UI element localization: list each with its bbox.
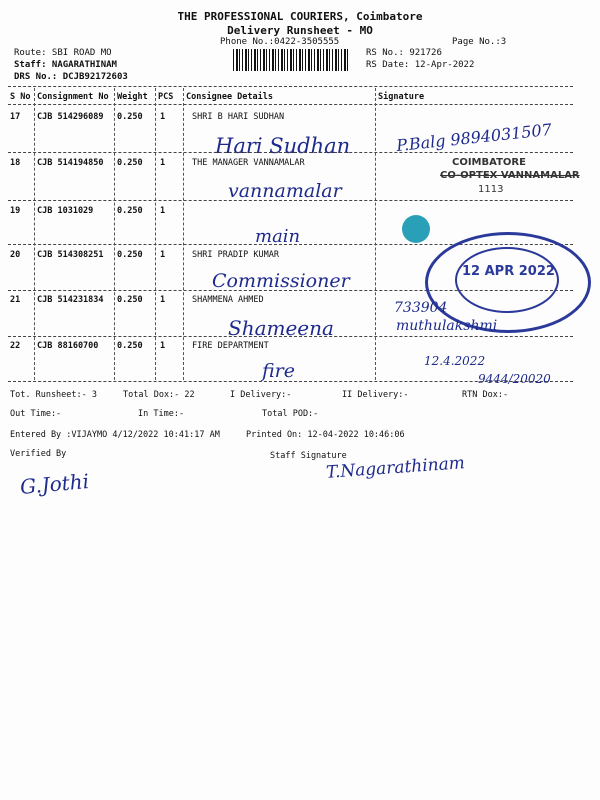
row-pcs: 1 [160, 158, 166, 168]
govt-logo [402, 215, 430, 243]
company-name: THE PROFESSIONAL COURIERS, Coimbatore [177, 10, 423, 23]
col-weight: Weight [117, 92, 148, 102]
page-number: Page No.:3 [452, 37, 507, 47]
signature-number: 9444/20020 [478, 372, 551, 386]
row-sno: 18 [10, 158, 21, 168]
i-delivery: I Delivery:- [230, 390, 292, 400]
row-consignment: CJB 514296089 [37, 112, 104, 122]
row-consignee: SHAMMENA AHMED [192, 295, 264, 305]
row-consignment: CJB 88160700 [37, 341, 99, 351]
table-top-rule [8, 86, 573, 87]
coop-stamp-line2: CO-OPTEX VANNAMALAR [440, 170, 580, 181]
row-consignment: CJB 514308251 [37, 250, 104, 260]
row-sno: 21 [10, 295, 21, 305]
signature-phone: 733904 [394, 300, 448, 316]
row-consignee: SHRI B HARI SUDHAN [192, 112, 285, 122]
col-consignee: Consignee Details [186, 92, 273, 102]
signature-row17: P.Balg 9894031507 [395, 119, 553, 156]
row-sno: 22 [10, 341, 21, 351]
phone-number: Phone No.:0422-3505555 [220, 37, 340, 47]
row-handwriting: Commissioner [212, 270, 350, 292]
ii-delivery: II Delivery:- [342, 390, 409, 400]
row-divider [8, 336, 573, 337]
col-signature: Signature [378, 92, 425, 102]
row-handwriting: main [255, 226, 301, 247]
row-sno: 20 [10, 250, 21, 260]
out-time: Out Time:- [10, 409, 62, 419]
row-pcs: 1 [160, 341, 166, 351]
row-pcs: 1 [160, 250, 166, 260]
row-weight: 0.250 [117, 112, 143, 122]
row-pcs: 1 [160, 295, 166, 305]
row-handwriting: Shameena [228, 316, 334, 340]
row-divider [8, 152, 573, 153]
row-consignee: SHRI PRADIP KUMAR [192, 250, 279, 260]
rs-number: RS No.: 921726 [366, 48, 442, 58]
row-sno: 19 [10, 206, 21, 216]
row-handwriting: fire [262, 360, 295, 382]
row-handwriting: vannamalar [228, 180, 342, 202]
row-consignment: CJB 514194850 [37, 158, 104, 168]
staff-signature-label: Staff Signature [270, 451, 347, 461]
col-sno: S No [10, 92, 31, 102]
row-consignment: CJB 1031029 [37, 206, 94, 216]
post-office-stamp-inner [455, 247, 559, 313]
row-consignee: THE MANAGER VANNAMALAR [192, 158, 305, 168]
coop-stamp-line3: 1113 [478, 184, 504, 195]
row-pcs: 1 [160, 112, 166, 122]
coop-stamp-line1: COIMBATORE [452, 157, 526, 168]
staff: Staff: NAGARATHINAM [14, 60, 117, 70]
stamp-date: 12 APR 2022 [462, 264, 555, 279]
col-consignment: Consignment No [37, 92, 109, 102]
printed-on: Printed On: 12-04-2022 10:46:06 [246, 430, 405, 440]
drs-number: DRS No.: DCJB92172603 [14, 72, 128, 82]
table-header-rule [8, 104, 573, 105]
row-handwriting: Hari Sudhan [215, 134, 351, 158]
row-divider [8, 200, 573, 201]
staff-signature: T.Nagarathinam [325, 453, 466, 483]
row-weight: 0.250 [117, 206, 143, 216]
total-runsheet: Tot. Runsheet:- 3 [10, 390, 97, 400]
total-dox: Total Dox:- 22 [123, 390, 195, 400]
rs-date: RS Date: 12-Apr-2022 [366, 60, 475, 70]
row-weight: 0.250 [117, 158, 143, 168]
row-pcs: 1 [160, 206, 166, 216]
total-pod: Total POD:- [262, 409, 319, 419]
verified-signature: G.Jothi [19, 469, 90, 499]
barcode [233, 49, 350, 71]
verified-by-label: Verified By [10, 449, 67, 459]
row-weight: 0.250 [117, 295, 143, 305]
rtn-dox: RTN Dox:- [462, 390, 509, 400]
row-sno: 17 [10, 112, 21, 122]
entered-by: Entered By :VIJAYMO 4/12/2022 10:41:17 AM [10, 430, 220, 440]
in-time: In Time:- [138, 409, 185, 419]
signature-date: 12.4.2022 [424, 354, 486, 368]
row-consignee: FIRE DEPARTMENT [192, 341, 269, 351]
signature-name: muthulakshmi [396, 318, 498, 334]
col-pcs: PCS [158, 92, 174, 102]
row-weight: 0.250 [117, 341, 143, 351]
row-consignment: CJB 514231834 [37, 295, 104, 305]
document-title: Delivery Runsheet - MO [227, 24, 373, 37]
route: Route: SBI ROAD MO [14, 48, 112, 58]
row-weight: 0.250 [117, 250, 143, 260]
